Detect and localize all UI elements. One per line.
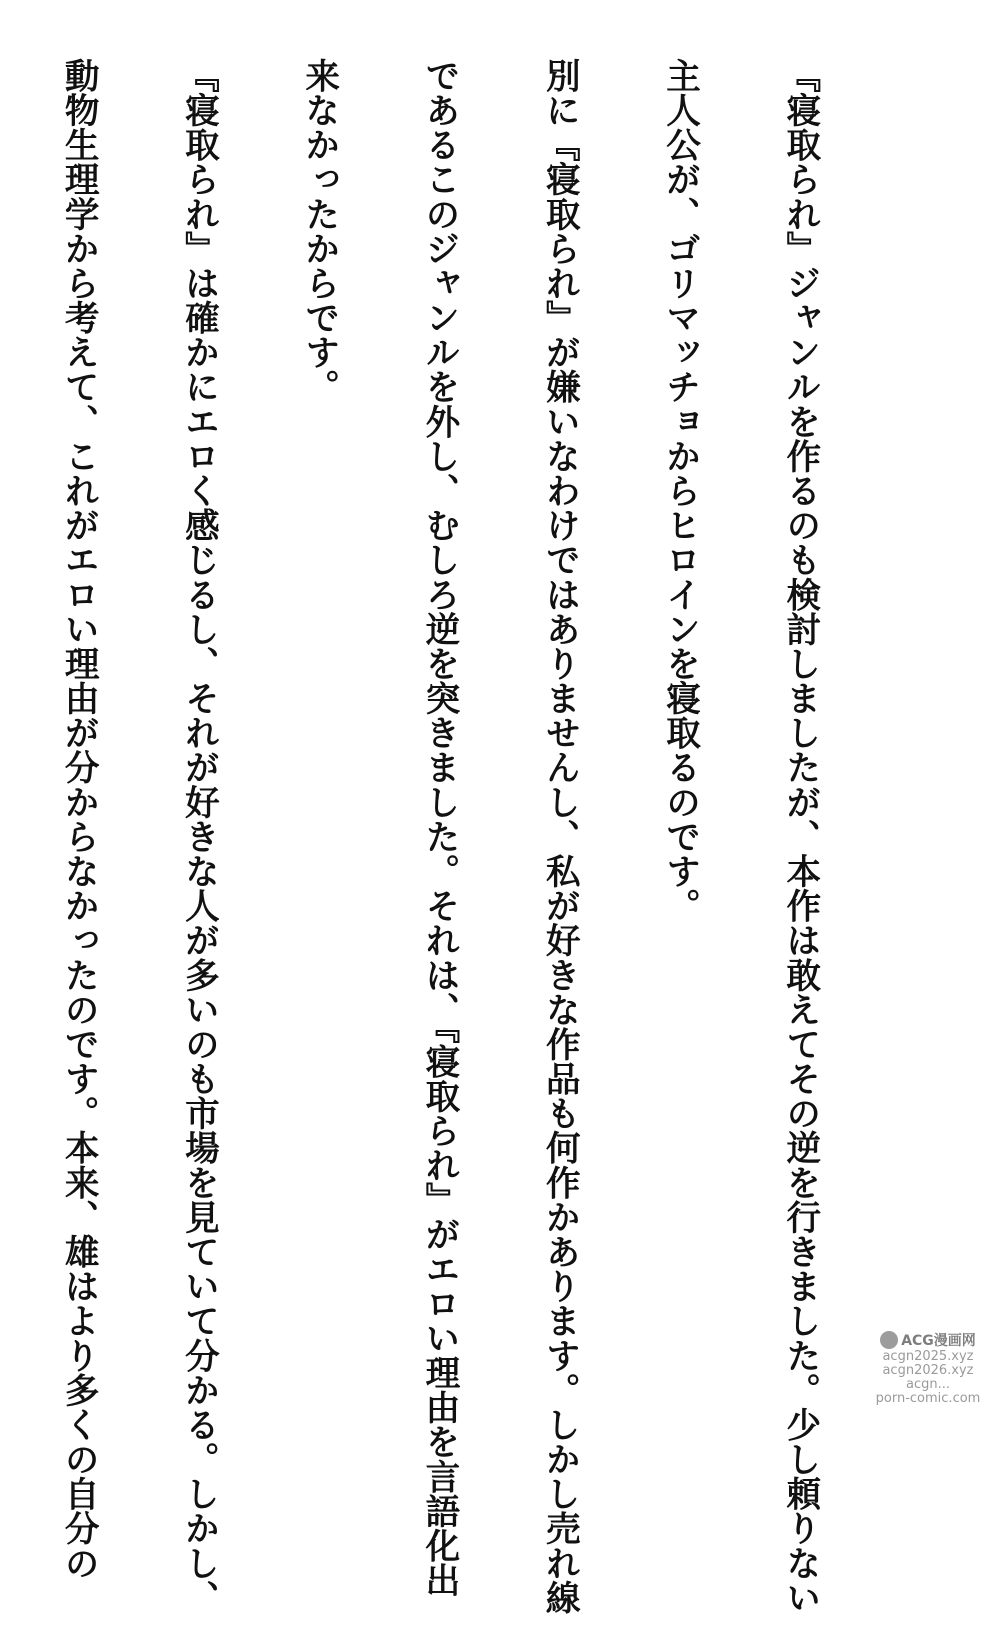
watermark-url: acgn2025.xyz bbox=[882, 1349, 974, 1364]
watermark-url: porn-comic.com bbox=[875, 1391, 981, 1406]
watermark-logo-icon bbox=[880, 1331, 898, 1349]
watermark-logo bbox=[880, 1330, 976, 1350]
site-watermark bbox=[864, 1330, 992, 1406]
watermark-logo-text: ACG漫画网 bbox=[901, 1333, 976, 1349]
watermark-url: acgn... bbox=[905, 1377, 950, 1392]
vertical-text-body bbox=[0, 58, 900, 1615]
text-line: 主人公が、ゴリマッチョからヒロインを寝取るのです。 bbox=[659, 58, 700, 923]
watermark-url: acgn2026.xyz bbox=[882, 1363, 974, 1378]
text-line: 『寝取られ』は確かにエロく感じるし、それが好きな人が多いのも市場を見ていて分かる。しかし、 bbox=[178, 58, 219, 1615]
text-line: 『寝取られ』ジャンルを作るのも検討しましたが、本作は敢えてその逆を行きました。少し頼りない bbox=[779, 58, 820, 1615]
text-line: 動物生理学から考えて、これがエロい理由が分からなかったのです。本来、雄はより多くの自分の bbox=[58, 58, 99, 1580]
text-line: 別に『寝取られ』が嫌いなわけではありませんし、私が好きな作品も何作かあります。しかし売れ線 bbox=[539, 58, 580, 1615]
text-line: であるこのジャンルを外し、むしろ逆を突きました。それは、『寝取られ』がエロい理由を言語化出 bbox=[418, 58, 459, 1598]
text-line: 来なかったからです。 bbox=[298, 58, 339, 404]
